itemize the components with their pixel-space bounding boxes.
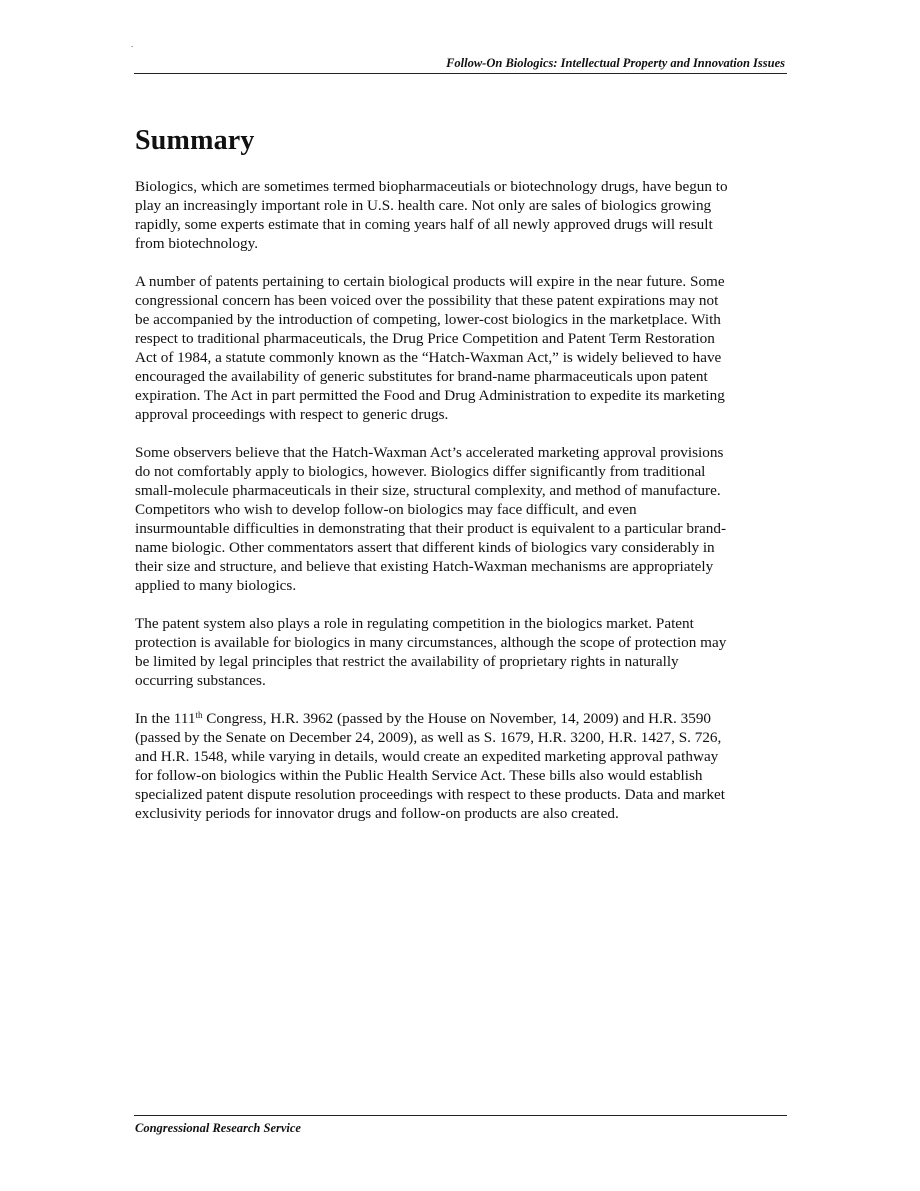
summary-body: [135, 177, 787, 842]
text-line: specialized patent dispute resolution proceedings with respect to these products. Data and market: [135, 786, 726, 803]
text-line: Competitors who wish to develop follow-on biologics may face difficult, and even: [135, 501, 637, 518]
text-line: and H.R. 1548, while varying in details, would create an expedited marketing approval pathway: [135, 748, 719, 765]
publisher-name: Congressional Research Service: [135, 1121, 301, 1135]
paragraph-1: [135, 177, 787, 253]
ordinal-superscript: th: [195, 710, 203, 720]
text-line: rapidly, some experts estimate that in coming years half of all newly approved drugs will result: [135, 216, 713, 233]
text-fragment: In the 111: [135, 710, 196, 727]
paragraph-4: [135, 614, 787, 690]
text-line: Act of 1984, a statute commonly known as the “Hatch-Waxman Act,” is widely believed to have: [135, 349, 722, 366]
text-line: Biologics, which are sometimes termed biopharmaceutials or biotechnology drugs, have begun to: [135, 178, 728, 195]
text-line: name biologic. Other commentators assert that different kinds of biologics vary considerably in: [135, 539, 715, 556]
running-title: Follow-On Biologics: Intellectual Property and Innovation Issues: [446, 56, 785, 70]
text-line: respect to traditional pharmaceuticals, the Drug Price Competition and Patent Term Restoration: [135, 330, 715, 347]
text-line: congressional concern has been voiced over the possibility that these patent expirations may not: [135, 292, 719, 309]
text-line: [135, 709, 787, 728]
page-footer: [134, 1115, 787, 1135]
text-line: be accompanied by the introduction of competing, lower-cost biologics in the marketplace. With: [135, 311, 721, 328]
text-line: small-molecule pharmaceuticals in their size, structural complexity, and method of manufacture.: [135, 482, 721, 499]
text-line: A number of patents pertaining to certain biological products will expire in the near future. Some: [135, 273, 725, 290]
text-line: Some observers believe that the Hatch-Waxman Act’s accelerated marketing approval provisions: [135, 444, 724, 461]
text-line: play an increasingly important role in U.S. health care. Not only are sales of biologics growing: [135, 197, 712, 214]
text-line: insurmountable difficulties in demonstrating that their product is equivalent to a particular brand-: [135, 520, 727, 537]
text-line: exclusivity periods for innovator drugs and follow-on products are also created.: [135, 805, 619, 822]
text-line: their size and structure, and believe that existing Hatch-Waxman mechanisms are appropriately: [135, 558, 714, 575]
text-line: The patent system also plays a role in regulating competition in the biologics market. Patent: [135, 615, 694, 632]
text-line: do not comfortably apply to biologics, however. Biologics differ significantly from traditional: [135, 463, 706, 480]
section-heading: Summary: [135, 125, 255, 156]
text-line: approval proceedings with respect to generic drugs.: [135, 406, 449, 423]
text-line: (passed by the Senate on December 24, 2009), as well as S. 1679, H.R. 3200, H.R. 1427, S. 726,: [135, 729, 722, 746]
page-header: [134, 56, 787, 74]
paragraph-5: [135, 709, 787, 823]
paragraph-3: [135, 443, 787, 595]
text-fragment: Congress, H.R. 3962 (passed by the House on November, 14, 2009) and H.R. 3590: [202, 710, 712, 727]
text-line: occurring substances.: [135, 672, 266, 689]
text-line: from biotechnology.: [135, 235, 259, 252]
text-line: protection is available for biologics in many circumstances, although the scope of protection may: [135, 634, 727, 651]
text-line: encouraged the availability of generic substitutes for brand-name pharmaceuticals upon patent: [135, 368, 708, 385]
corner-mark: .: [131, 39, 134, 49]
text-line: be limited by legal principles that restrict the availability of proprietary rights in naturally: [135, 653, 679, 670]
paragraph-2: [135, 272, 787, 424]
text-line: applied to many biologics.: [135, 577, 297, 594]
text-line: expiration. The Act in part permitted the Food and Drug Administration to expedite its marketing: [135, 387, 725, 404]
text-line: for follow-on biologics within the Public Health Service Act. These bills also would establish: [135, 767, 703, 784]
